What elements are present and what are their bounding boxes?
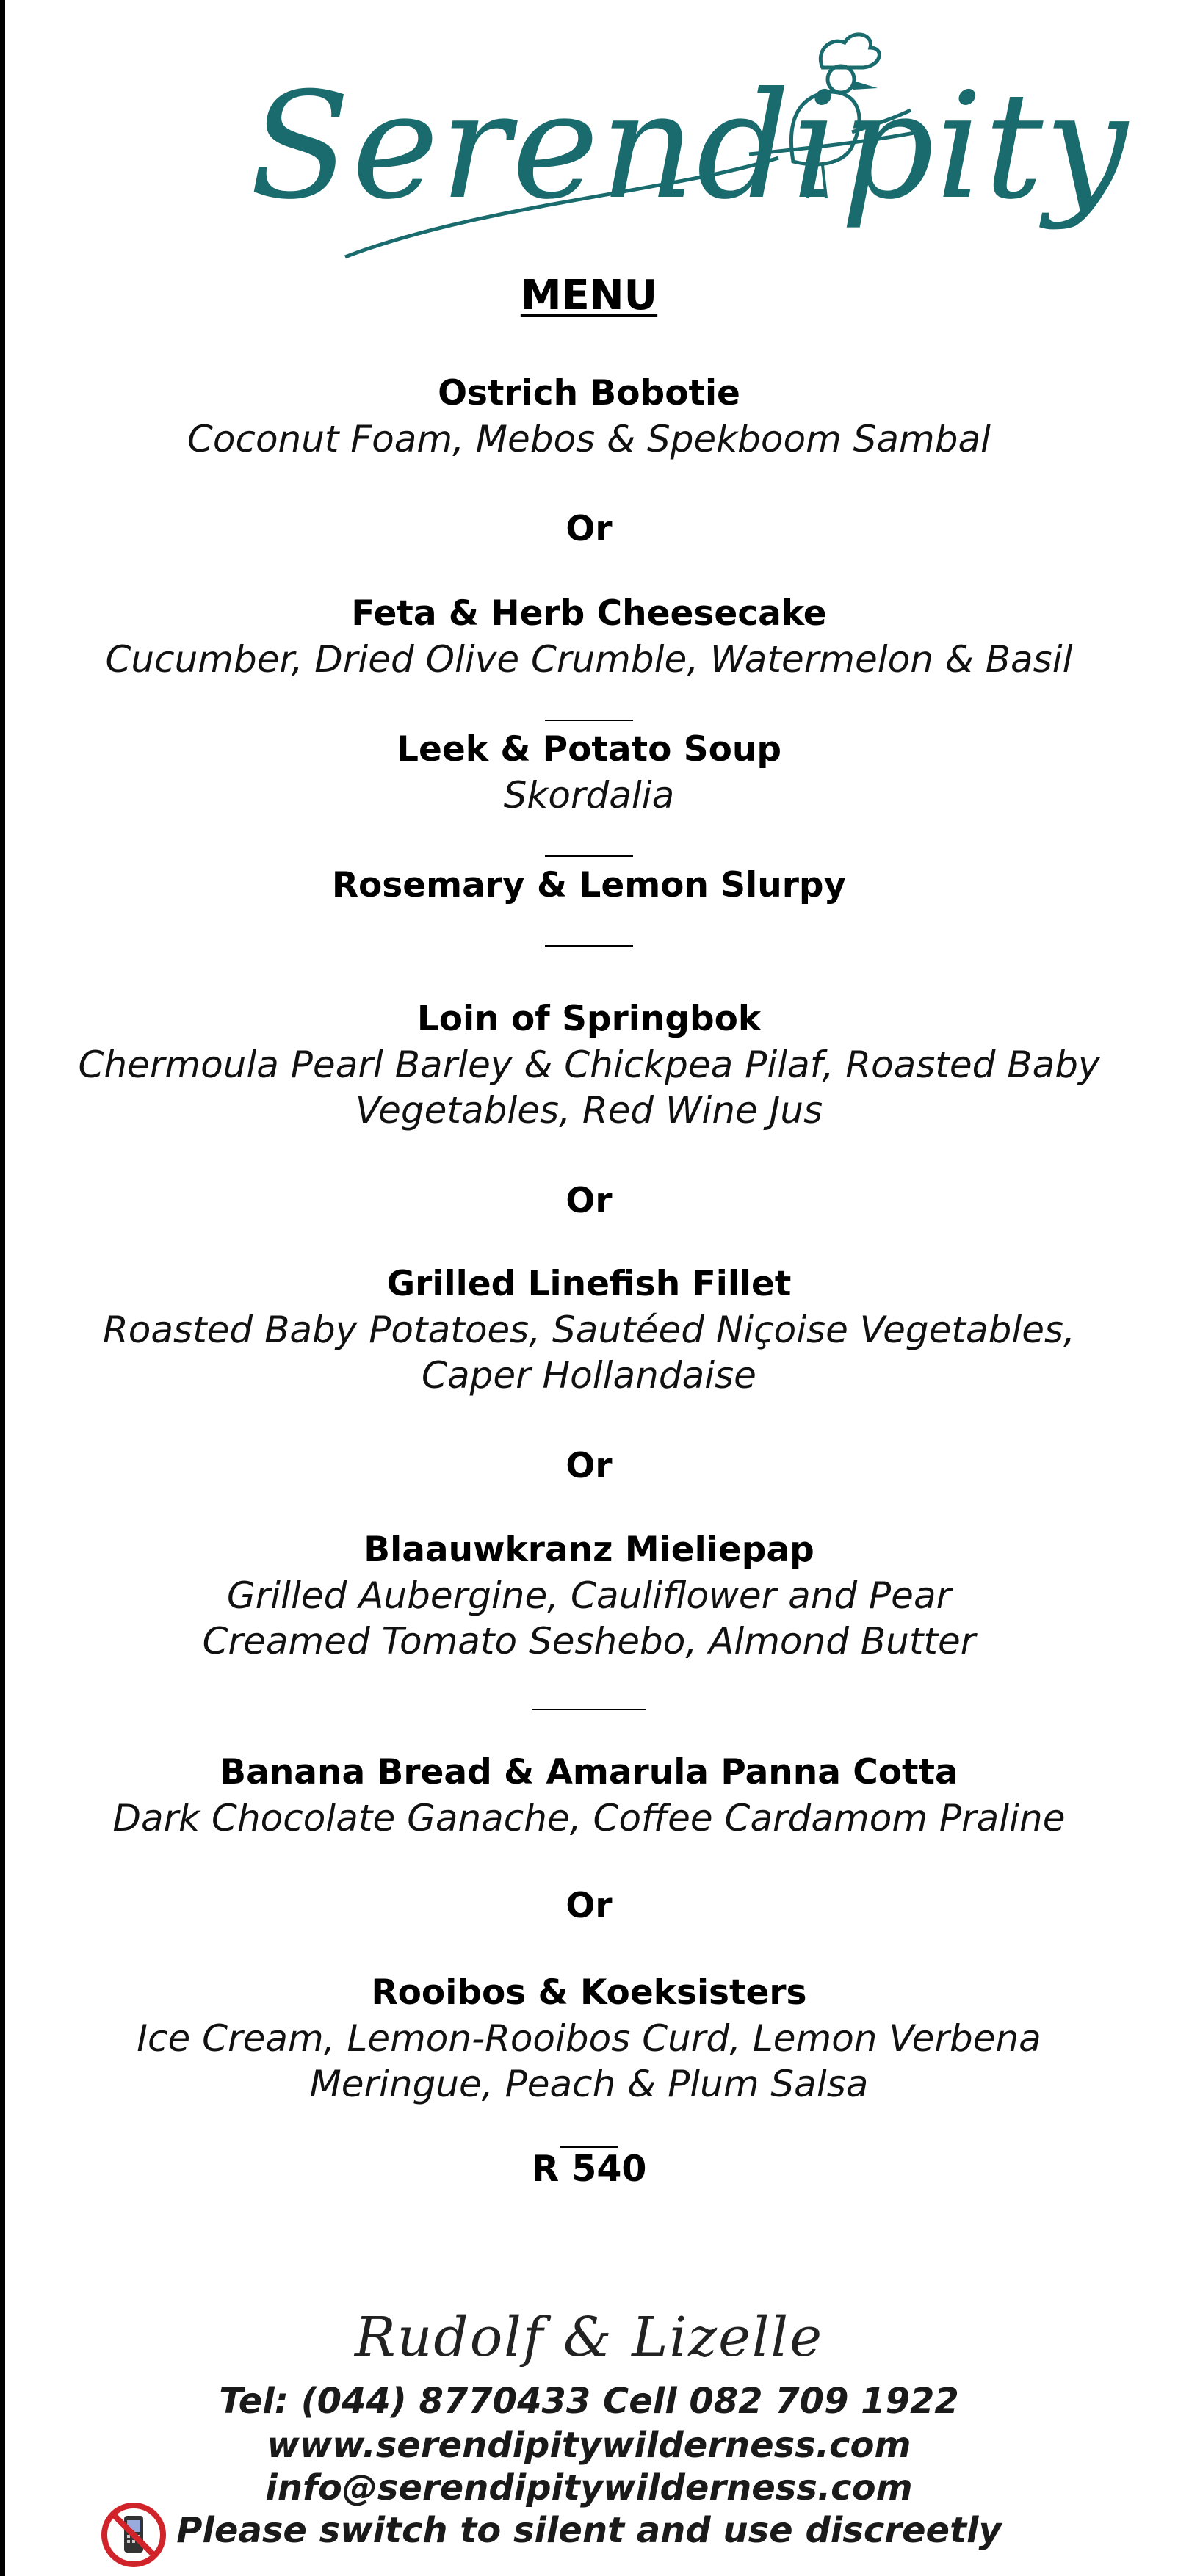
menu-heading: MENU (520, 272, 658, 319)
dish-name: Rosemary & Lemon Slurpy (331, 865, 847, 905)
or-separator: Or (565, 1446, 613, 1486)
serendipity-logo (235, 22, 1130, 272)
dish-name: Banana Bread & Amarula Panna Cotta (220, 1752, 958, 1792)
dish-name: Loin of Springbok (416, 999, 762, 1039)
dish-description: Cucumber, Dried Olive Crumble, Watermelon & Basil (105, 638, 1073, 681)
dish-description: Ice Cream, Lemon-Rooibos Curd, Lemon Verbena (137, 2017, 1041, 2060)
course-divider (545, 945, 633, 947)
logo-wordmark: Serendipity (250, 61, 1130, 232)
menu-price: R 540 (531, 2148, 647, 2190)
dish-description: Chermoula Pearl Barley & Chickpea Pilaf, Roasted Baby (78, 1043, 1100, 1086)
course-divider (545, 720, 633, 721)
dish-description: Coconut Foam, Mebos & Spekboom Sambal (187, 418, 991, 460)
dish-name: Grilled Linefish Fillet (386, 1264, 792, 1304)
dish-description: Grilled Aubergine, Cauliflower and Pear (226, 1574, 952, 1617)
dish-description: Skordalia (503, 774, 675, 817)
signature: Rudolf & Lizelle (355, 2306, 823, 2369)
dish-name: Ostrich Bobotie (438, 373, 740, 413)
no-phone-icon (100, 2501, 167, 2569)
or-separator: Or (565, 1181, 613, 1221)
dish-description: Meringue, Peach & Plum Salsa (309, 2063, 869, 2105)
dish-name: Rooibos & Koeksisters (371, 1972, 807, 2013)
dish-description: Caper Hollandaise (422, 1354, 756, 1397)
dish-name: Leek & Potato Soup (397, 729, 781, 770)
or-separator: Or (565, 1886, 613, 1926)
dish-description: Dark Chocolate Ganache, Coffee Cardamom Praline (112, 1797, 1066, 1839)
website-link[interactable]: www.serendipitywilderness.com (267, 2425, 911, 2466)
dish-description: Creamed Tomato Seshebo, Almond Butter (202, 1620, 976, 1663)
dish-description: Roasted Baby Potatoes, Sautéed Niçoise Vegetables, (103, 1309, 1075, 1351)
silent-phone-notice: Please switch to silent and use discreetly (176, 2510, 1002, 2551)
contact-phone: Tel: (044) 8770433 Cell 082 709 1922 (219, 2381, 959, 2422)
dish-description: Vegetables, Red Wine Jus (355, 1089, 823, 1132)
course-divider (532, 1709, 646, 1710)
dish-name: Blaauwkranz Mieliepap (364, 1530, 814, 1570)
or-separator: Or (565, 509, 613, 549)
dish-name: Feta & Herb Cheesecake (351, 593, 827, 634)
course-divider (545, 855, 633, 857)
email-link[interactable]: info@serendipitywilderness.com (265, 2467, 913, 2508)
